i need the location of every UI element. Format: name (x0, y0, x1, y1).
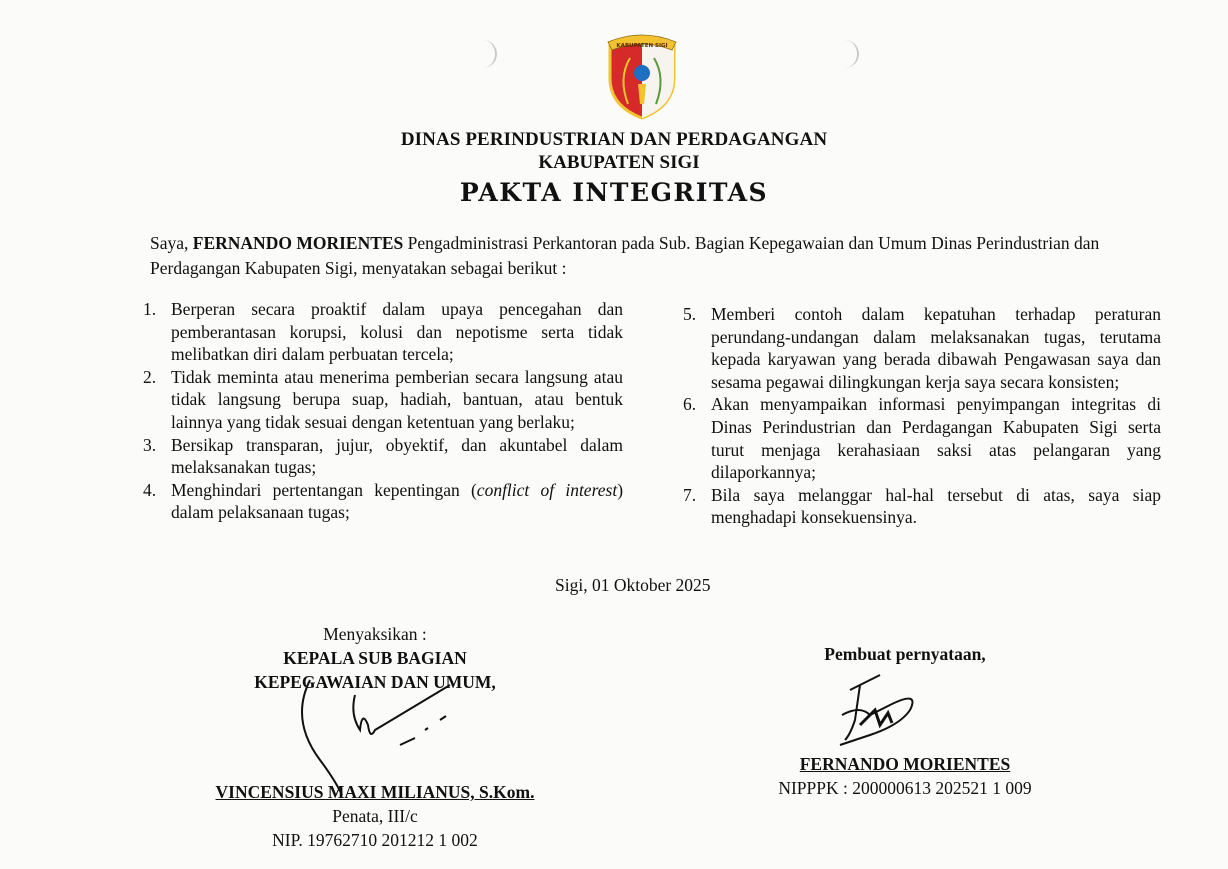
declarant-nip: NIPPPK : 200000613 202521 1 009 (778, 778, 1032, 798)
witness-signature-block (190, 622, 560, 852)
declarant-name: FERNANDO MORIENTES (799, 754, 1011, 774)
item-number: 2. (143, 366, 157, 387)
document-title: PAKTA INTEGRITAS (459, 178, 769, 207)
intro-prefix: Saya, (150, 233, 189, 253)
intro-paragraph (150, 231, 1160, 281)
item-text: Bersikap transparan, jujur, obyektif, dan akuntabel dalam melaksanakan tugas; (171, 434, 623, 478)
pledge-item (683, 303, 1161, 393)
item-text: Bila saya melanggar hal-hal tersebut di atas, saya siap menghadapi konsekuensinya. (711, 484, 1161, 528)
agency-name: DINAS PERINDUSTRIAN DAN PERDAGANGAN (400, 129, 828, 150)
witness-role-line1: KEPALA SUB BAGIAN (283, 648, 467, 668)
pledge-item (143, 298, 623, 366)
region-name: KABUPATEN SIGI (538, 152, 700, 173)
item-text: Akan menyampaikan informasi penyimpangan integritas di Dinas Perindustrian dan Perdagangan Kabupaten Sigi serta turut menjaga kerahasiaan saksi atas pelangaran yang dilaporkannya; (711, 394, 1161, 483)
declarant-label: Pembuat pernyataan, (824, 644, 986, 664)
svg-text:KABUPATEN SIGI: KABUPATEN SIGI (616, 43, 668, 49)
witness-label: Menyaksikan : (323, 624, 427, 644)
witness-name: VINCENSIUS MAXI MILIANUS, S.Kom. (215, 782, 535, 802)
item-text-italic: conflict of interest (476, 479, 618, 500)
item-text: Tidak meminta atau menerima pemberian secara langsung atau tidak langsung berupa suap, hadiah, bantuan, atau bentuk lainnya yang tidak sesuai dengan ketentuan yang berlaku; (171, 366, 623, 432)
kabupaten-sigi-logo (604, 28, 680, 120)
item-number: 4. (143, 479, 157, 500)
pledge-list-right (683, 303, 1161, 529)
pledge-item (143, 366, 623, 434)
pledge-item (683, 484, 1161, 529)
witness-role-line2: KEPEGAWAIAN DAN UMUM, (254, 672, 496, 692)
item-number: 6. (683, 394, 697, 415)
item-text-after: ) dalam pelaksanaan tugas; (171, 479, 624, 523)
intro-text: Pengadministrasi Perkantoran pada Sub. Bagian Kepegawaian dan Umum Dinas Perindustrian dan Perdagangan Kabupaten Sigi, menyatakan sebagai berikut : (150, 233, 1100, 278)
pledge-list-left (143, 298, 623, 524)
place-date: Sigi, 01 Oktober 2025 (555, 575, 711, 595)
punch-hole-mark (845, 40, 859, 68)
item-text: Berperan secara proaktif dalam upaya pencegahan dan pemberantasan korupsi, kolusi dan nepotisme serta tidak melibatkan diri dalam perbuatan tercela; (171, 299, 623, 365)
witness-rank: Penata, III/c (332, 806, 418, 826)
declarant-signature-block (760, 642, 1050, 800)
punch-hole-mark (483, 40, 497, 68)
pledge-item (143, 479, 623, 524)
pledge-item (143, 434, 623, 479)
item-text: Memberi contoh dalam kepatuhan terhadap peraturan perundang-undangan dalam melaksanakan tugas, terutama kepada karyawan yang berada dibawah Pengawasan saya dan sesama pegawai dilingkungan kerja saya secara konsisten; (711, 304, 1161, 392)
item-number: 3. (143, 434, 157, 455)
item-text-before: Menghindari pertentangan kepentingan ( (171, 479, 477, 500)
item-number: 5. (683, 304, 697, 324)
item-number: 1. (143, 299, 157, 319)
declarant-name-inline: FERNANDO MORIENTES (192, 233, 404, 253)
witness-nip: NIP. 19762710 201212 1 002 (272, 830, 478, 850)
pledge-item (683, 393, 1161, 483)
item-number: 7. (683, 484, 697, 505)
